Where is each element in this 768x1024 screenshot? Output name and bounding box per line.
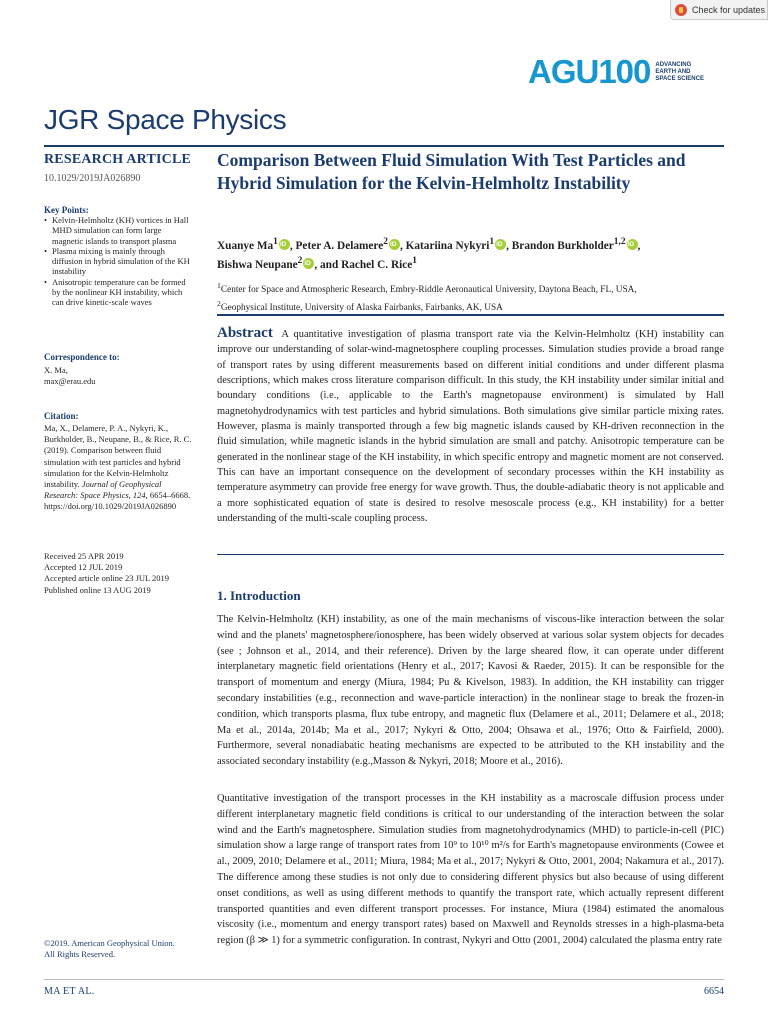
affiliation-sup: 2 [217, 299, 221, 309]
citation-doi-link[interactable]: 6654–6668. https://doi.org/10.1029/2019JA026890 [44, 490, 191, 512]
correspondence-block [44, 365, 194, 387]
author-affil-sup: 1 [412, 256, 417, 267]
footer-divider [44, 979, 724, 980]
correspondence-heading: Correspondence to: [44, 352, 120, 362]
running-footer-authors: MA ET AL. [44, 986, 95, 997]
author-list [217, 235, 707, 274]
orcid-icon[interactable] [389, 239, 400, 250]
correspondence-name: X. Ma, [44, 365, 68, 375]
affiliations [217, 279, 717, 315]
publisher-logo-mark: AGU100 [528, 53, 651, 90]
header-divider [44, 145, 724, 147]
copyright-line: ©2019. American Geophysical Union. [44, 938, 175, 948]
author-affil-sup: 2 [297, 256, 303, 267]
publisher-tagline-line: ADVANCING [655, 61, 692, 68]
check-for-updates-button[interactable] [670, 0, 768, 20]
affiliation-item [217, 279, 717, 297]
orcid-icon[interactable] [279, 239, 290, 250]
author-separator: , [506, 239, 512, 252]
citation-text: Ma, X., Delamere, P. A., Nykyri, K., Burkholder, B., Neupane, B., & Rice, R. C. (2019). Comparison between fluid simulation with test particles and hybrid simulation for the Kelvin-Helmholtz instability. [44, 423, 192, 490]
affiliation-text: Geophysical Institute, University of Alaska Fairbanks, Fairbanks, AK, USA [220, 303, 503, 314]
publisher-tagline [655, 62, 719, 83]
author-affil-sup: 1 [273, 237, 278, 247]
author-name: Brandon Burkholder [511, 239, 614, 252]
copyright-line: All Rights Reserved. [44, 948, 116, 959]
date-published: Published online 13 AUG 2019 [44, 584, 151, 595]
section-heading-introduction: 1. Introduction [217, 588, 301, 603]
body-paragraph: Quantitative investigation of the transport processes in the KH instability as a macroscale diffusion process under different interplanetary magnetic field conditions is critical to our understanding of the interaction between the solar wind and the Earth's magnetosphere. Simulation studies from magnetohydrodynamics (MHD) to particle-in-cell (PIC) simulation show a large range of transport rates from 10⁹ to 10¹⁰ m²/s for Earth's magnetopause environments (Cowee et al., 2009, 2010; Delamere et al., 2011; Miura, 1984; Ma et al., 2017; Nykyri & Otto, 2001, 2004; Nakamura et al., 2017). The difference among these studies is not only due to considering different physics but also because of using different onset conditions, as well as using different methods to quantify the transport rate, which actually represent different transported quantities and even different transport processes. For instance, Miura (1984) estimated the anomalous viscosity (i.e., momentum and energy transport rates) based on Maxwell and Reynolds stresses in a high-plasma-beta region (β ≫ 1) for a symmetric configuration. In contrast, Nykyri and Otto (2001, 2004) calculated the plasma entry rate [217, 793, 724, 947]
author-affil-sup: 2 [383, 237, 388, 247]
key-points-list [44, 215, 194, 308]
author-name: Katariina Nykyri [405, 239, 490, 252]
affiliation-text: Center for Space and Atmospheric Research, Embry-Riddle Aeronautical University, Daytona Beach, FL, USA, [220, 285, 637, 296]
article-doi[interactable]: 10.1029/2019JA026890 [44, 173, 141, 184]
author-affil-sup: 1 [489, 237, 495, 247]
author-separator: , [637, 239, 641, 252]
orcid-icon[interactable] [627, 239, 638, 250]
page-number: 6654 [704, 986, 724, 997]
date-accepted: Accepted 12 JUL 2019 [44, 562, 123, 573]
key-point-item: • Anisotropic temperature can be formed by the nonlinear KH instability, which can drive kinetic-scale waves [44, 277, 194, 308]
abstract-top-rule [217, 314, 724, 316]
author-separator: , and [314, 259, 342, 272]
author-affil-sup: 1,2 [613, 237, 626, 247]
publisher-logo [528, 53, 719, 90]
publisher-tagline-line: SPACE SCIENCE [655, 75, 704, 82]
orcid-icon[interactable] [495, 239, 506, 250]
affiliation-item [217, 297, 717, 315]
author-name: Bishwa Neupane [217, 259, 298, 272]
publisher-tagline-line: EARTH AND [655, 68, 691, 75]
author-separator: , [289, 239, 296, 252]
abstract-block [217, 326, 724, 526]
article-type: RESEARCH ARTICLE [44, 152, 192, 167]
abstract-text: A quantitative investigation of plasma transport rate via the Kelvin-Helmholtz (KH) instability can improve our understanding of solar-wind-magnetosphere coupling processes. Simulation studies provide a broad range of transport rates by using different measurements based on different initial conditions and under different plasma descriptions, which makes cross literature comparison difficult. In this study, the KH instability under similar initial and boundary conditions (i.e., applicable to the Earth's magnetopause environment) is simulated by Hall magnetohydrodynamics with test particles and hybrid simulations. Both simulations give similar particle mixing rates. However, plasma is mainly transported through a few big magnetic islands caused by KH-driven reconnection in the fluid simulation, while magnetic islands in the hybrid simulation are small and patchy. Anisotropic temperature can be generated in the nonlinear stage of the KH instability, in which specific entropy and magnetic moment are not conserved. This can have an important consequence on the development of secondary processes within the KH instability as temperature asymmetry can provide free energy for wave growth. Thus, the double-adiabatic theory is not applicable and a more sophisticated equation of state is desired to resolve mesoscale process (e.g., KH instability) for a better understanding of the multi-scale coupling process. [217, 329, 724, 525]
author-name: Rachel C. Rice [341, 259, 413, 272]
body-paragraph: The Kelvin-Helmholtz (KH) instability, as one of the main mechanisms of viscous-like interaction between the solar wind and the planets' magnetosphere/ionosphere, has been widely observed at various solar system objects for decades (see ; Johnson et al., 2014, and their reference). Driven by the large sheared flow, it can operate under different interplanetary magnetic field orientations (Henry et al., 2017; Kavosi & Raeder, 2015). It can be responsible for the transport of momentum and energy (Miura, 1984; Pu & Kivelson, 1983). In addition, the KH instability can trigger secondary instabilities (e.g., reconnection and wave-particle interaction) in the nonlinear stage to break the frozen-in condition, which transports plasma, flux tube entropy, and magnetic flux (Delamere et al., 2011; Delamere et al., 2018; Ma et al., 2014a, 2014b; Ma et al., 2017; Nykyri & Otto, 2004; Ohsawa et al., 1976; Otto & Fairfield, 2000). Furthermore, several nonadiabatic heating mechanisms are expected to be attributed to the KH instability and the associated secondary instability (e.g.,Masson & Nykyri, 2018; Moore et al., 2016). [217, 614, 724, 768]
check-for-updates-label: Check for updates [692, 4, 766, 15]
author-name: Xuanye Ma [217, 239, 274, 252]
article-dates [44, 551, 194, 596]
journal-name: JGR Space Physics [44, 104, 287, 135]
date-received: Received 25 APR 2019 [44, 551, 124, 561]
abstract-bottom-rule [217, 554, 724, 555]
article-title: Comparison Between Fluid Simulation With Test Particles and Hybrid Simulation for the Kelvin-Helmholtz Instability [217, 150, 686, 193]
key-point-item: • Plasma mixing is mainly through diffusion in hybrid simulation of the KH instability [44, 246, 194, 277]
author-name: Peter A. Delamere [295, 239, 384, 252]
citation-block [44, 423, 194, 513]
orcid-icon[interactable] [303, 258, 314, 269]
crossmark-icon [675, 4, 687, 16]
abstract-label: Abstract [217, 325, 273, 341]
key-point-item: • Kelvin-Helmholtz (KH) vortices in Hall MHD simulation can form large magnetic islands to transport plasma [44, 215, 194, 246]
correspondence-email[interactable]: max@erau.edu [44, 376, 96, 386]
affiliation-sup: 1 [217, 281, 221, 290]
key-points-heading: Key Points: [44, 205, 89, 215]
copyright-notice [44, 938, 204, 959]
citation-heading: Citation: [44, 411, 79, 421]
citation-journal-ref: Journal of Geophysical Research: Space Physics, 124, [44, 479, 162, 501]
author-separator: , [399, 239, 406, 252]
date-accepted-online: Accepted article online 23 JUL 2019 [44, 573, 170, 584]
